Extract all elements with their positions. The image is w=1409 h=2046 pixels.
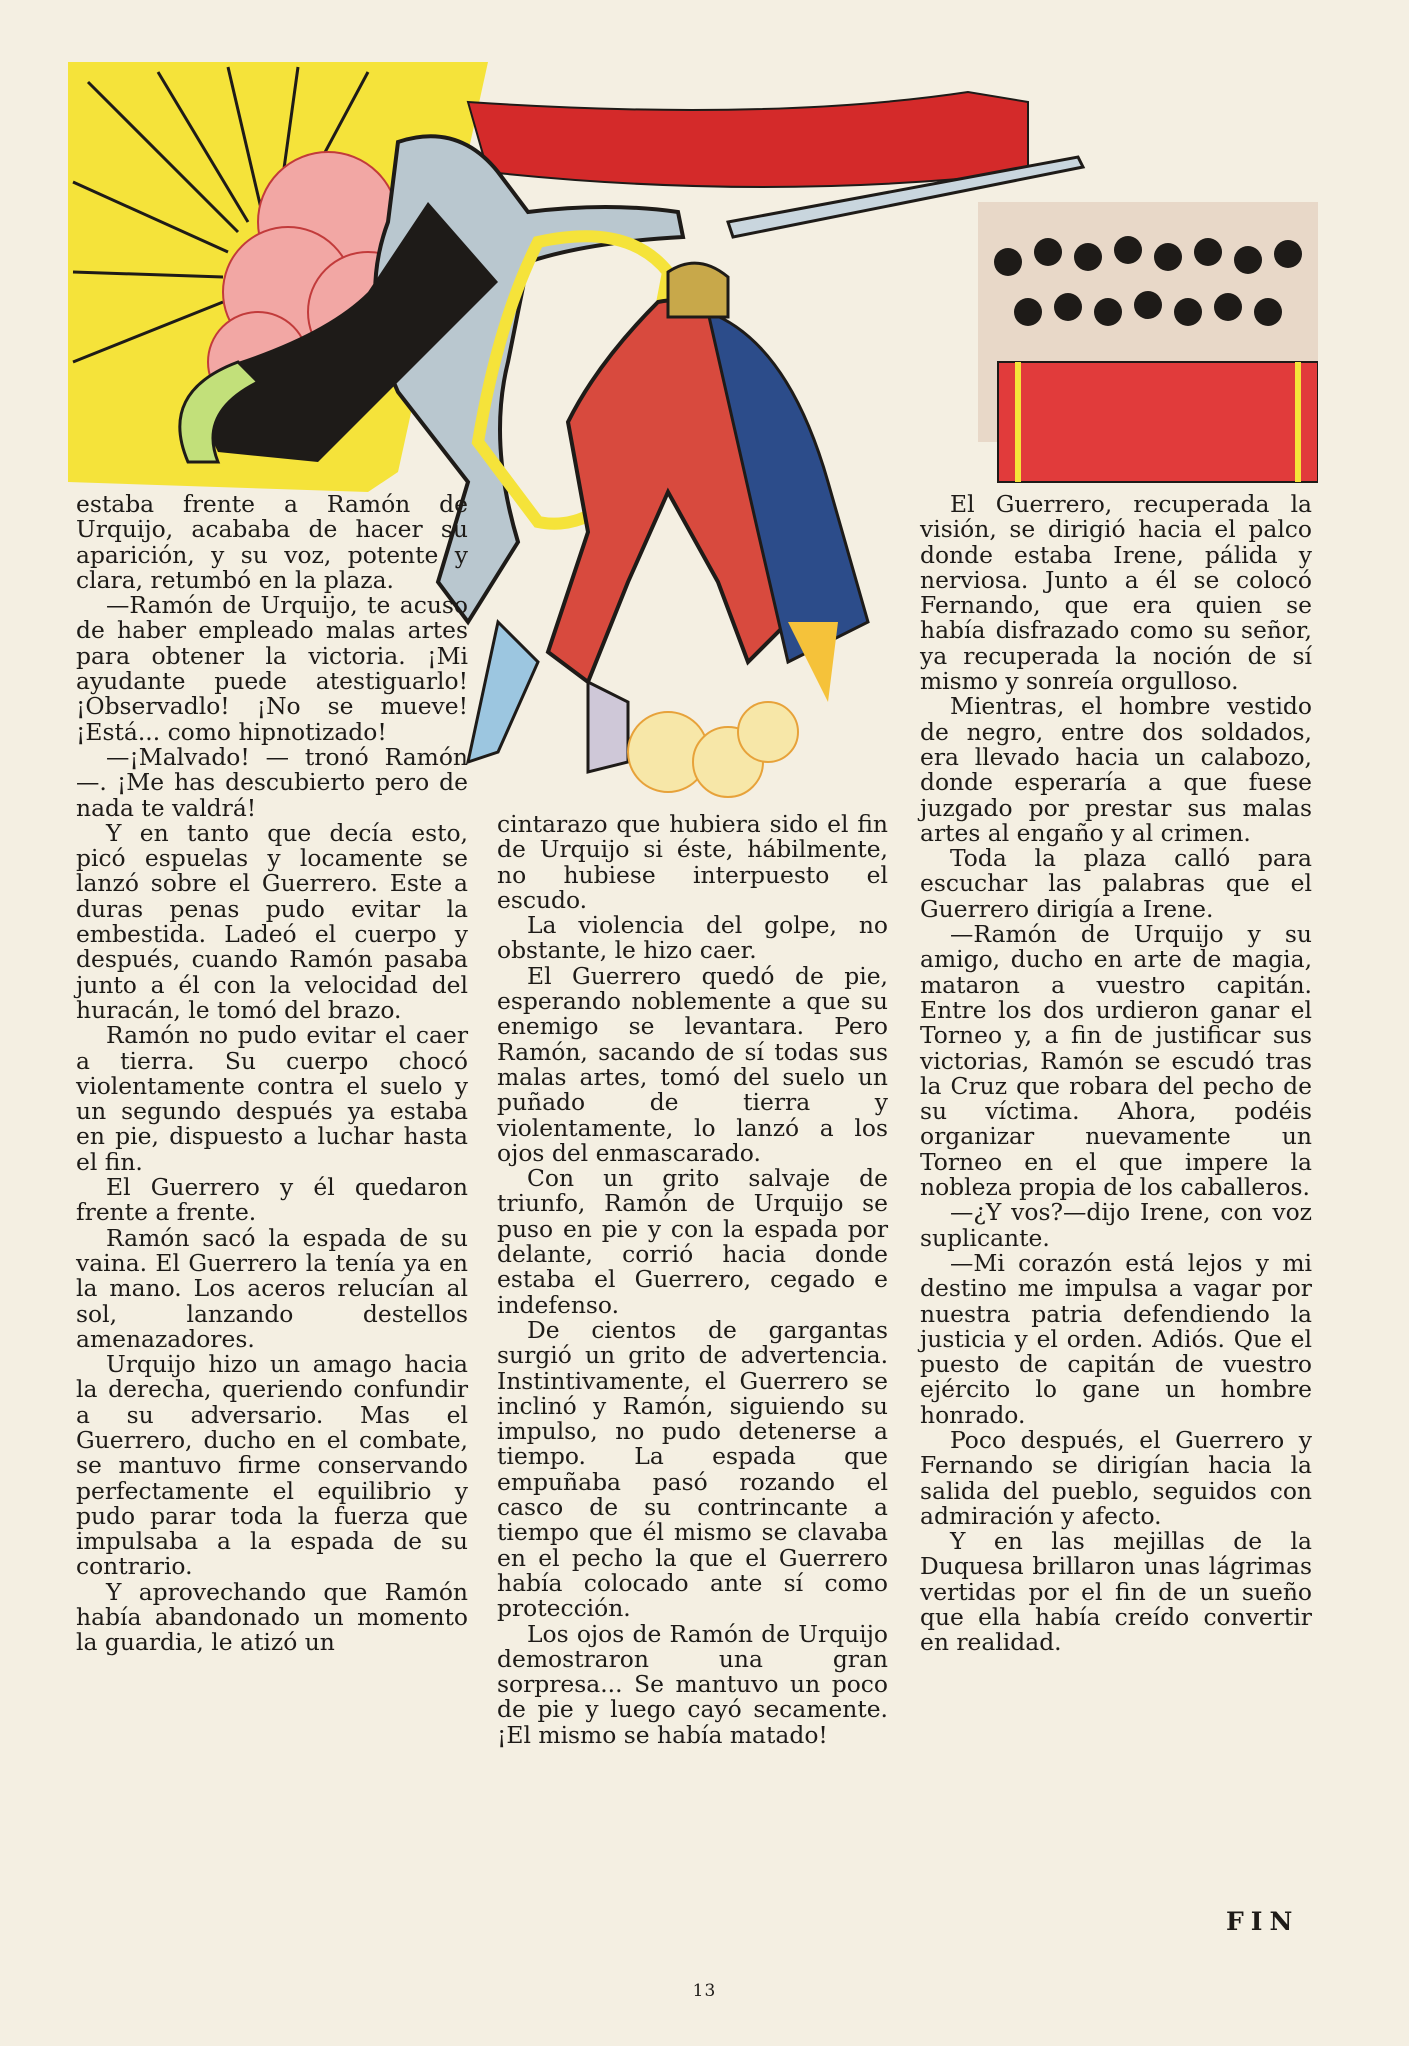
paragraph: —Ramón de Urquijo, te acuso de haber empleado malas artes para obtener la victoria. ¡Mi ayudante puede atestiguarlo! ¡Observadlo! ¡No se mueve! ¡Está... como hipnotizado! bbox=[76, 591, 468, 746]
paragraph: Mientras, el hombre vestido de negro, entre dos soldados, era llevado hacia un calabozo, donde esperaría a que fuese juzgado por prestar sus malas artes al engaño y al crimen. bbox=[920, 692, 1312, 847]
end-marker: FIN bbox=[1226, 1907, 1300, 1936]
paragraph: —Mi corazón está lejos y mi destino me impulsa a vagar por nuestra patria defendiendo la justicia y el orden. Adiós. Que el puesto de capitán de vuestro ejército lo gane un hombre honrado. bbox=[920, 1248, 1312, 1429]
paragraph: Urquijo hizo un amago hacia la derecha, queriendo confundir a su adversario. Mas el Guerrero, ducho en el combate, se mantuvo firme conservando perfectamente el equilibrio y pudo parar toda la fuerza que impulsaba a la espada de su contrario. bbox=[76, 1350, 468, 1581]
paragraph: —¿Y vos?—dijo Irene, con voz suplicante. bbox=[920, 1198, 1312, 1252]
paragraph: Los ojos de Ramón de Urquijo demostraron una gran sorpresa... Se mantuvo un poco de pie y luego cayó secamente. ¡El mismo se había matado! bbox=[497, 1619, 888, 1749]
paragraph: —¡Malvado! — tronó Ramón—. ¡Me has descubierto pero de nada te valdrá! bbox=[76, 742, 468, 822]
paragraph: Con un grito salvaje de triunfo, Ramón de Urquijo se puso en pie y con la espada por delante, corrió hacia donde estaba el Guerrero, cegado e indefenso. bbox=[497, 1164, 888, 1319]
paragraph: Toda la plaza calló para escuchar las palabras que el Guerrero dirigía a Irene. bbox=[920, 844, 1312, 923]
paragraph: estaba frente a Ramón de Urquijo, acababa de hacer su aparición, y su voz, potente y clara, retumbó en la plaza. bbox=[76, 490, 468, 594]
paragraph: Ramón sacó la espada de su vaina. El Guerrero la tenía ya en la mano. Los aceros relucían al sol, lanzando destellos amenazadores. bbox=[76, 1223, 468, 1353]
paragraph: Y aprovechando que Ramón había abandonado un momento la guardia, le atizó un bbox=[76, 1577, 468, 1657]
paragraph: El Guerrero, recuperada la visión, se dirigió hacia el palco donde estaba Irene, pálida y nerviosa. Junto a él se colocó Fernando, que era quien se había disfrazado como su señor, ya recuperada la noción de sí mismo y sonreía orgulloso. bbox=[920, 490, 1312, 696]
paragraph: Y en las mejillas de la Duquesa brillaron unas lágrimas vertidas por el fin de un sueño que ella había creído convertir en realidad. bbox=[920, 1527, 1312, 1657]
paragraph: El Guerrero y él quedaron frente a frente. bbox=[76, 1173, 468, 1227]
paragraph: Ramón no pudo evitar el caer a tierra. Su cuerpo chocó violentamente contra el suelo y un segundo después ya estaba en pie, dispuesto a luchar hasta el fin. bbox=[76, 1021, 468, 1176]
paragraph: Y en tanto que decía esto, picó espuelas y locamente se lanzó sobre el Guerrero. Este a duras penas pudo evitar la embestida. Ladeó el cuerpo y después, cuando Ramón pasaba junto a él con la velocidad del huracán, le tomó del brazo. bbox=[76, 818, 468, 1024]
paragraph: —Ramón de Urquijo y su amigo, ducho en arte de magia, mataron a vuestro capitán. Entre los dos urdieron ganar el Torneo y, a fin de justificar sus victorias, Ramón se escudó tras la Cruz que robara del pecho de su víctima. Ahora, podéis organizar nuevamente un Torneo en el que impere la nobleza propia de los caballeros. bbox=[920, 920, 1312, 1202]
text-column-2 bbox=[497, 812, 888, 1748]
paragraph: El Guerrero quedó de pie, esperando noblemente a que su enemigo se levantara. Pero Ramón, sacando de sí todas sus malas artes, tomó del suelo un puñado de tierra y violentamente, lo lanzó a los ojos del enmascarado. bbox=[497, 961, 888, 1167]
text-column-1 bbox=[76, 492, 468, 1656]
paragraph: De cientos de gargantas surgió un grito de advertencia. Instintivamente, el Guerrero se inclinó y Ramón, siguiendo su impulso, no pudo detenerse a tiempo. La espada que empuñaba pasó rozando el casco de su contrincante a tiempo que él mismo se clavaba en el pecho la que el Guerrero había colocado ante sí como protección. bbox=[497, 1315, 888, 1623]
paragraph: La violencia del golpe, no obstante, le hizo caer. bbox=[497, 911, 888, 965]
page-number: 13 bbox=[692, 1981, 717, 2001]
paragraph: Poco después, el Guerrero y Fernando se dirigían hacia la salida del pueblo, seguidos con admiración y afecto. bbox=[920, 1425, 1312, 1530]
paragraph: cintarazo que hubiera sido el fin de Urquijo si éste, hábilmente, no hubiese interpuesto el escudo. bbox=[497, 810, 888, 914]
text-column-3 bbox=[920, 492, 1312, 1656]
